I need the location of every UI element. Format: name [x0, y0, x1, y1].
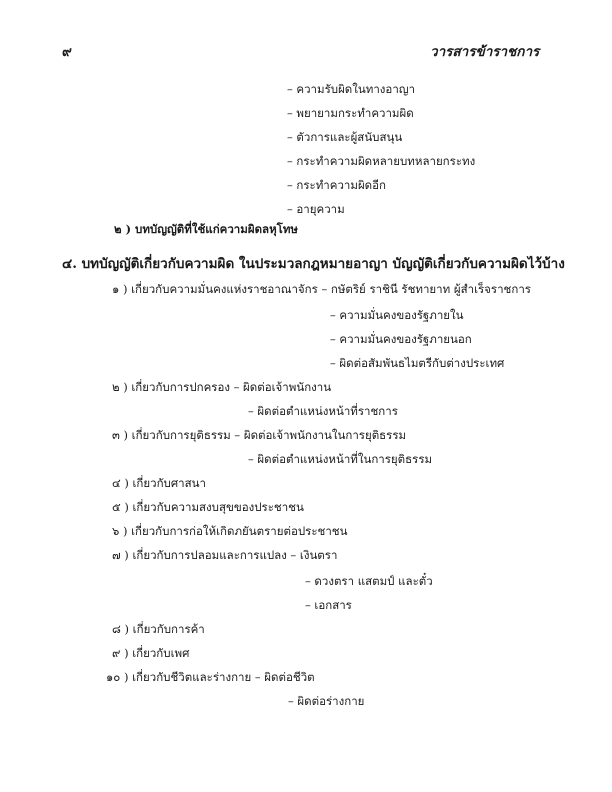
item-label: ๒ ) เกี่ยวกับการปกครอง – ผิดต่อเจ้าพนักงาน: [112, 380, 332, 394]
list-item: – กระทำความผิดอีก: [287, 178, 387, 192]
item-label: ๑๐ ) เกี่ยวกับชีวิตและร่างกาย – ผิดต่อชีวิต: [106, 670, 315, 684]
list-item: – ความรับผิดในทางอาญา: [287, 82, 416, 96]
item-child: – ดวงตรา แสตมป์ และตั๋ว: [305, 574, 433, 588]
item-label: ๘ ) เกี่ยวกับการค้า: [112, 622, 205, 636]
item-child: – ผิดต่อตำแหน่งหน้าที่ในการยุติธรรม: [248, 452, 433, 466]
item-label: ๗ ) เกี่ยวกับการปลอมและการแปลง – เงินตรา: [112, 548, 338, 562]
item-child: – ความมั่นคงของรัฐภายนอก: [330, 332, 472, 346]
item-label: ๓ ) เกี่ยวกับการยุติธรรม – ผิดต่อเจ้าพนักงานในการยุติธรรม: [112, 428, 407, 442]
item-child: – ความมั่นคงของรัฐภายใน: [330, 308, 464, 322]
item-child: – เอกสาร: [305, 598, 352, 612]
item-label: ๕ ) เกี่ยวกับความสงบสุขของประชาชน: [112, 500, 304, 514]
page-number: ๙: [62, 44, 72, 60]
item-child: – ผิดต่อร่างกาย: [288, 694, 365, 708]
subsection-heading: ๒ ) บทบัญญัติที่ใช้แก่ความผิดลหุโทษ: [114, 222, 299, 236]
list-item: – พยายามกระทำความผิด: [287, 106, 414, 120]
section-heading: ๔. บทบัญญัติเกี่ยวกับความผิด ในประมวลกฎหมายอาญา บัญญัติเกี่ยวกับความผิดไว้บ้าง: [62, 256, 565, 272]
item-label: ๔ ) เกี่ยวกับศาสนา: [112, 476, 206, 490]
item-child: – ผิดต่อตำแหน่งหน้าที่ราชการ: [248, 404, 398, 418]
list-item: – ตัวการและผู้สนับสนุน: [287, 130, 403, 144]
list-item: – กระทำความผิดหลายบทหลายกระทง: [287, 154, 476, 168]
item-child: – ผิดต่อสัมพันธไมตรีกับต่างประเทศ: [330, 356, 505, 370]
list-item: – อายุความ: [287, 202, 345, 216]
item-label: ๑ ) เกี่ยวกับความมั่นคงแห่งราชอาณาจักร – กษัตริย์ ราชินี รัชทายาท ผู้สำเร็จราชการ: [112, 282, 531, 296]
item-label: ๖ ) เกี่ยวกับการก่อให้เกิดภยันตรายต่อประชาชน: [112, 524, 348, 538]
running-header-title: วารสารข้าราชการ: [430, 44, 540, 60]
item-label: ๙ ) เกี่ยวกับเพศ: [112, 646, 190, 660]
